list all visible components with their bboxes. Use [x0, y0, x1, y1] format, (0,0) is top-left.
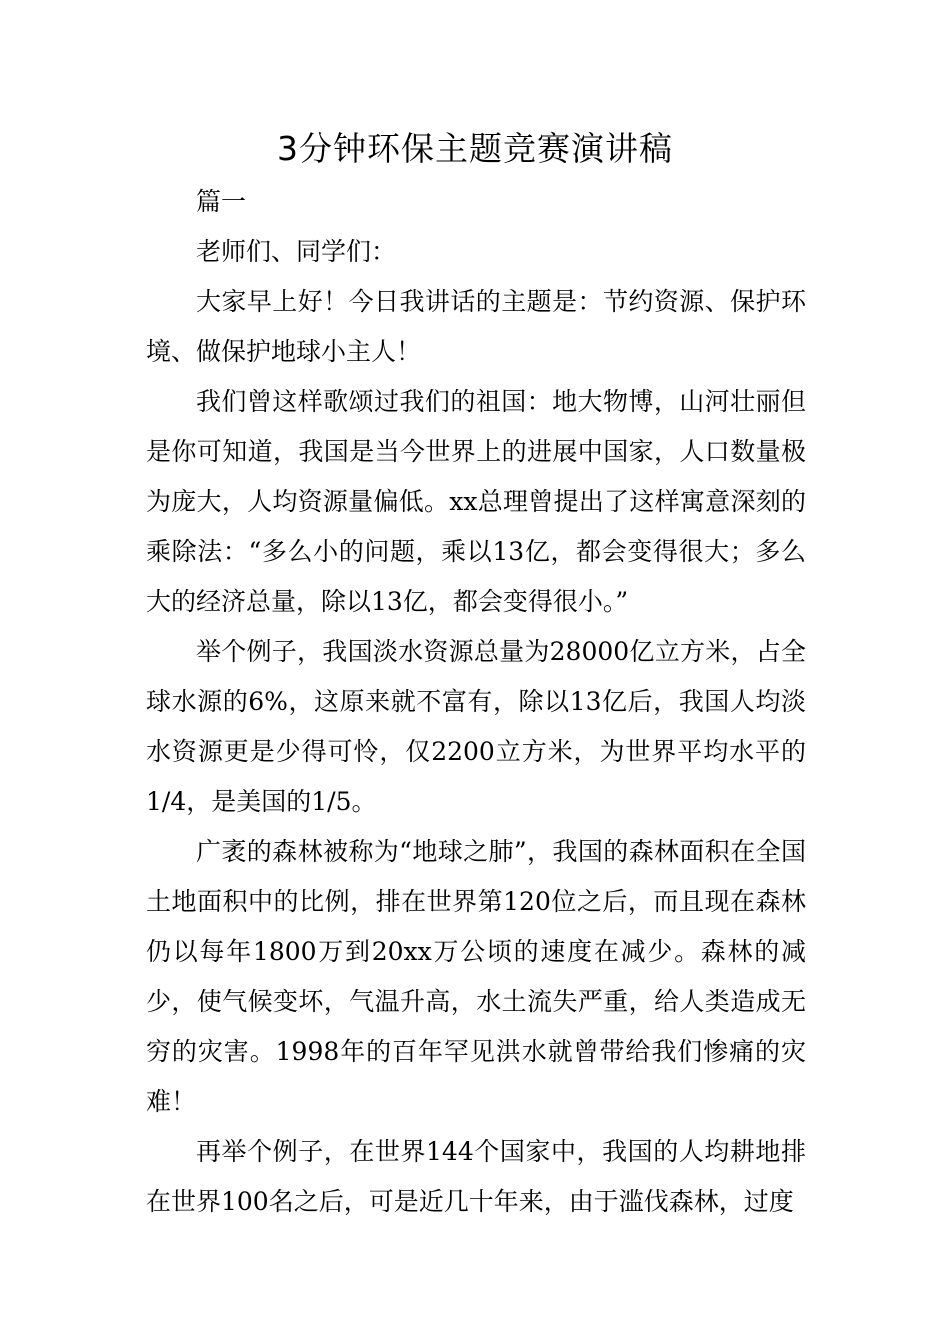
paragraph: 举个例子，我国淡水资源总量为28000亿立方米，占全球水源的6%，这原来就不富有，除以13亿后，我国人均淡水资源更是少得可怜，仅2200立方米，为世界平均水平的1/4，是美国的1/5。	[146, 637, 806, 816]
paragraph: 再举个例子，在世界144个国家中，我国的人均耕地排在世界100名之后，可是近几十年来，由于滥伐森林，过度	[146, 1137, 806, 1216]
paragraph: 我们曾这样歌颂过我们的祖国：地大物博，山河壮丽但是你可知道，我国是当今世界上的进展中国家，人口数量极为庞大，人均资源量偏低。xx总理曾提出了这样寓意深刻的乘除法：“多么小的问题，乘以13亿，都会变得很大；多么大的经济总量，除以13亿，都会变得很小。”	[146, 387, 806, 616]
document-title: 3分钟环保主题竞赛演讲稿	[277, 129, 673, 168]
paragraph: 大家早上好！今日我讲话的主题是：节约资源、保护环境、做保护地球小主人！	[146, 287, 806, 366]
salutation: 老师们、同学们：	[196, 237, 397, 266]
paragraph: 广袤的森林被称为“地球之肺”，我国的森林面积在全国土地面积中的比例，排在世界第120位之后，而且现在森林仍以每年1800万到20xx万公顷的速度在减少。森林的减少，使气候变坏，气温升高，水土流失严重，给人类造成无穷的灾害。1998年的百年罕见洪水就曾带给我们惨痛的灾难！	[146, 837, 806, 1116]
document-body	[146, 177, 806, 1227]
section-heading: 篇一	[196, 187, 247, 216]
